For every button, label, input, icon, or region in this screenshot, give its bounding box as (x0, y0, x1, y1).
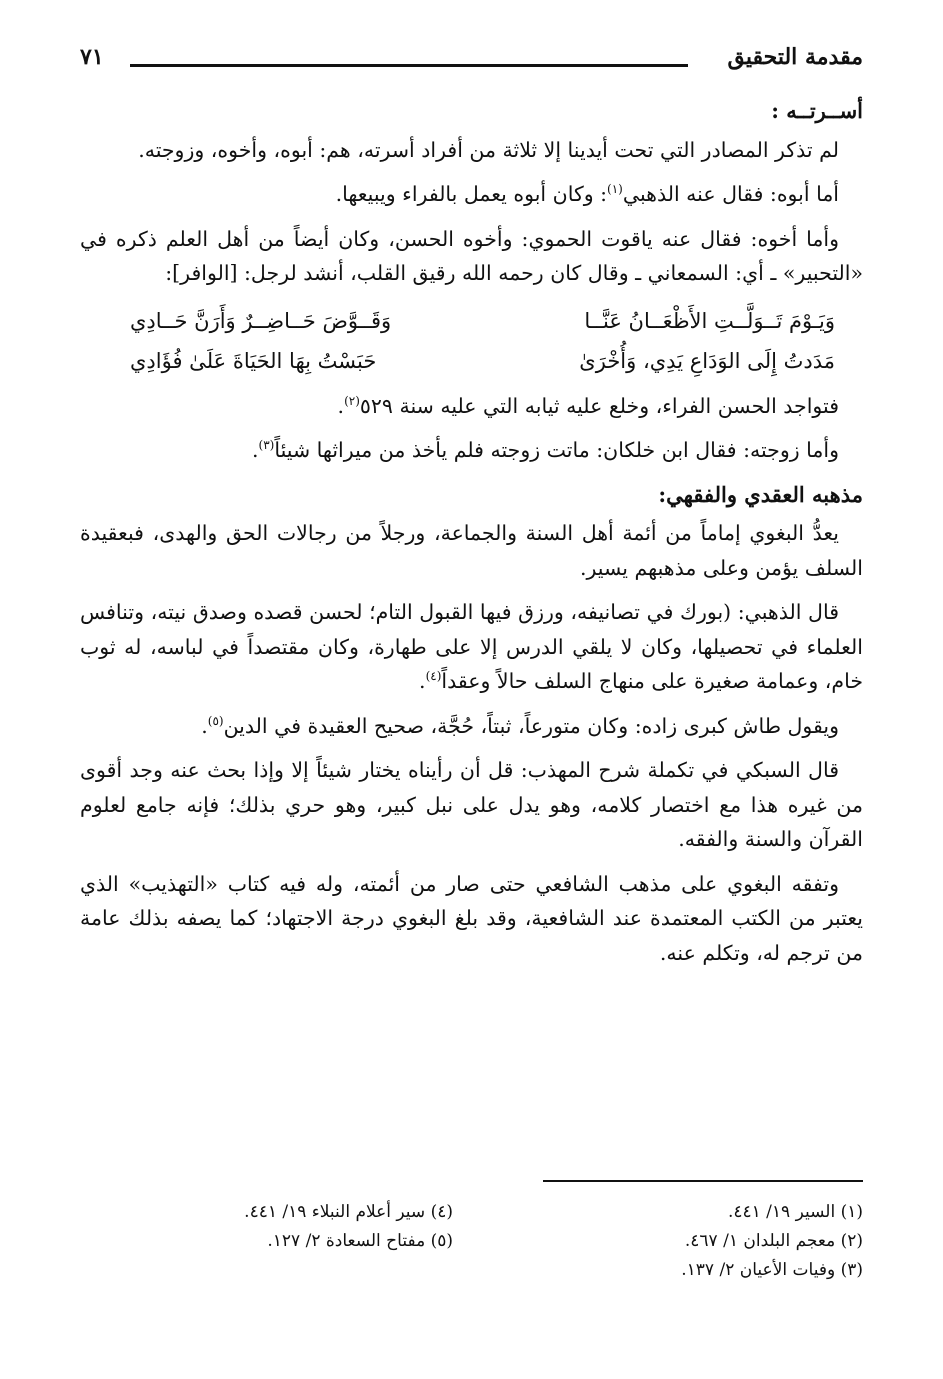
main-text (80, 92, 863, 980)
running-header (80, 44, 863, 80)
verse-2-second-hemistich: حَبَسْتُ بِهَا الحَيَاةَ عَلَىٰ فُؤَادِي (130, 348, 377, 373)
footnote-1: (١) السير ١٩/ ٤٤١. (727, 1202, 863, 1222)
poem-verse-1 (80, 301, 863, 341)
header-rule (130, 64, 688, 67)
wife-paragraph: وأما زوجته: فقال ابن خلكان: ماتت زوجته فلم يأخذ من ميراثها شيئاً$^{(٣)}$. (251, 438, 839, 462)
family-heading: أســرتــه : (771, 98, 863, 123)
header-title: مقدمة التحقيق (727, 44, 863, 70)
footnote-ref-2[interactable]: (٢) (344, 393, 360, 408)
poem-verse-2 (80, 341, 863, 381)
father-text: أما أبوه: فقال عنه الذهبي (622, 182, 839, 206)
creed-paragraph-2: قال الذهبي: (بورك في تصانيفه، ورزق فيها القبول التام؛ لحسن قصده وصدق نيته، وتنافس العلماء في تحصيلها، وكان لا يلقي الدرس إلا على طهارة، وكان مقتصداً في لباسه، له ثوب خام، وعمامة صغيرة على منهاج السلف حالاً وعقداً$^{(٤)}$. (80, 600, 863, 693)
creed-paragraph-4: قال السبكي في تكملة شرح المهذب: قل أن رأيناه يختار شيئاً إلا وإذا بحث عنه وجد أقوى من غيره هذا مع اختصار كلامه، وهو يدل على نبل كبير، وهو حري بذلك؛ فإنه جامع لعلوم القرآن والسنة والفقه. (80, 758, 863, 851)
footnote-ref-1[interactable]: (١) (607, 182, 623, 197)
footnotes (80, 1198, 863, 1308)
footnote-2: (٢) معجم البلدان ١/ ٤٦٧. (684, 1231, 863, 1251)
creed-paragraph-1: يعدُّ البغوي إماماً من أئمة أهل السنة والجماعة، ورجلاً من رجالات الحق والهدى، فبعقيدة السلف يؤمن وعلى مذهبهم يسير. (80, 521, 863, 580)
verse-1-first-hemistich: وَيَـوْمَ تَــوَلَّــتِ الأَظْعَــانُ عَنَّــا (584, 308, 835, 333)
footnote-separator (543, 1180, 863, 1182)
tashkubri-quote: ويقول طاش كبرى زاده: وكان متورعاً، ثبتاً، حُجَّة، صحيح العقيدة في الدين (223, 713, 839, 738)
footnotes-column-left (93, 1198, 453, 1256)
after-verse-paragraph: فتواجد الحسن الفراء، وخلع عليه ثيابه التي عليه سنة ٥٢٩$^{(٢)}$. (337, 393, 839, 418)
creed-paragraph-3: ويقول طاش كبرى زاده: وكان متورعاً، ثبتاً، حُجَّة، صحيح العقيدة في الدين$^{(٥)}$. (201, 713, 839, 738)
footnote-4: (٤) سير أعلام النبلاء ١٩/ ٤٤١. (244, 1202, 453, 1222)
footnotes-column-right (503, 1198, 863, 1285)
poem (80, 301, 863, 381)
father-paragraph (80, 177, 863, 212)
wife-text: وأما زوجته: فقال ابن خلكان: ماتت زوجته فلم يأخذ من ميراثها شيئاً (274, 438, 839, 462)
brother-paragraph: وأما أخوه: فقال عنه ياقوت الحموي: وأخوه الحسن، وكان أيضاً من أهل العلم ذكره في «التحبير» ـ أي: السمعاني ـ وقال كان رحمه الله رقيق القلب، أنشد لرجل: [الوافر]: (80, 226, 863, 285)
father-text-rest: : وكان أبوه يعمل بالفراء ويبيعها. (335, 182, 608, 206)
family-intro: لم تذكر المصادر التي تحت أيدينا إلا ثلاثة من أفراد أسرته، هم: أبوه، وأخوه، وزوجته. (138, 137, 839, 162)
dhahabi-quote: قال الذهبي: (بورك في تصانيفه، ورزق فيها القبول التام؛ لحسن قصده وصدق نيته، وتنافس العلماء في تحصيلها، وكان لا يلقي الدرس إلا على طهارة، وكان مقتصداً في لباسه، له ثوب خام، وعمامة صغيرة على منهاج السلف حالاً وعقداً (80, 600, 863, 693)
footnote-3: (٣) وفيات الأعيان ٢/ ١٣٧. (681, 1260, 863, 1280)
after-verse-text: فتواجد الحسن الفراء، وخلع عليه ثيابه التي عليه سنة ٥٢٩ (359, 393, 839, 418)
creed-heading: مذهبه العقدي والفقهي: (658, 481, 863, 507)
verse-1-second-hemistich: وَقَــوَّضَ حَــاضِــرٌ وَأَرَنَّ حَــادِي (130, 308, 392, 333)
footnote-ref-4[interactable]: (٤) (425, 669, 442, 684)
footnote-5: (٥) مفتاح السعادة ٢/ ١٢٧. (267, 1231, 453, 1251)
footnote-ref-5[interactable]: (٥) (207, 713, 224, 728)
page-number: ٧١ (80, 44, 104, 70)
creed-paragraph-5: وتفقه البغوي على مذهب الشافعي حتى صار من أئمته، وله فيه كتاب «التهذيب» الذي يعتبر من الكتب المعتمدة عند الشافعية، وقد بلغ البغوي درجة الاجتهاد؛ كما يصفه بذلك عامة من ترجم له، وتكلم عنه. (80, 871, 863, 965)
verse-2-first-hemistich: مَدَدتُ إِلَى الوَدَاعِ يَدِي، وَأُخْرَىٰ (579, 348, 835, 373)
footnote-ref-3[interactable]: (٣) (258, 438, 275, 453)
